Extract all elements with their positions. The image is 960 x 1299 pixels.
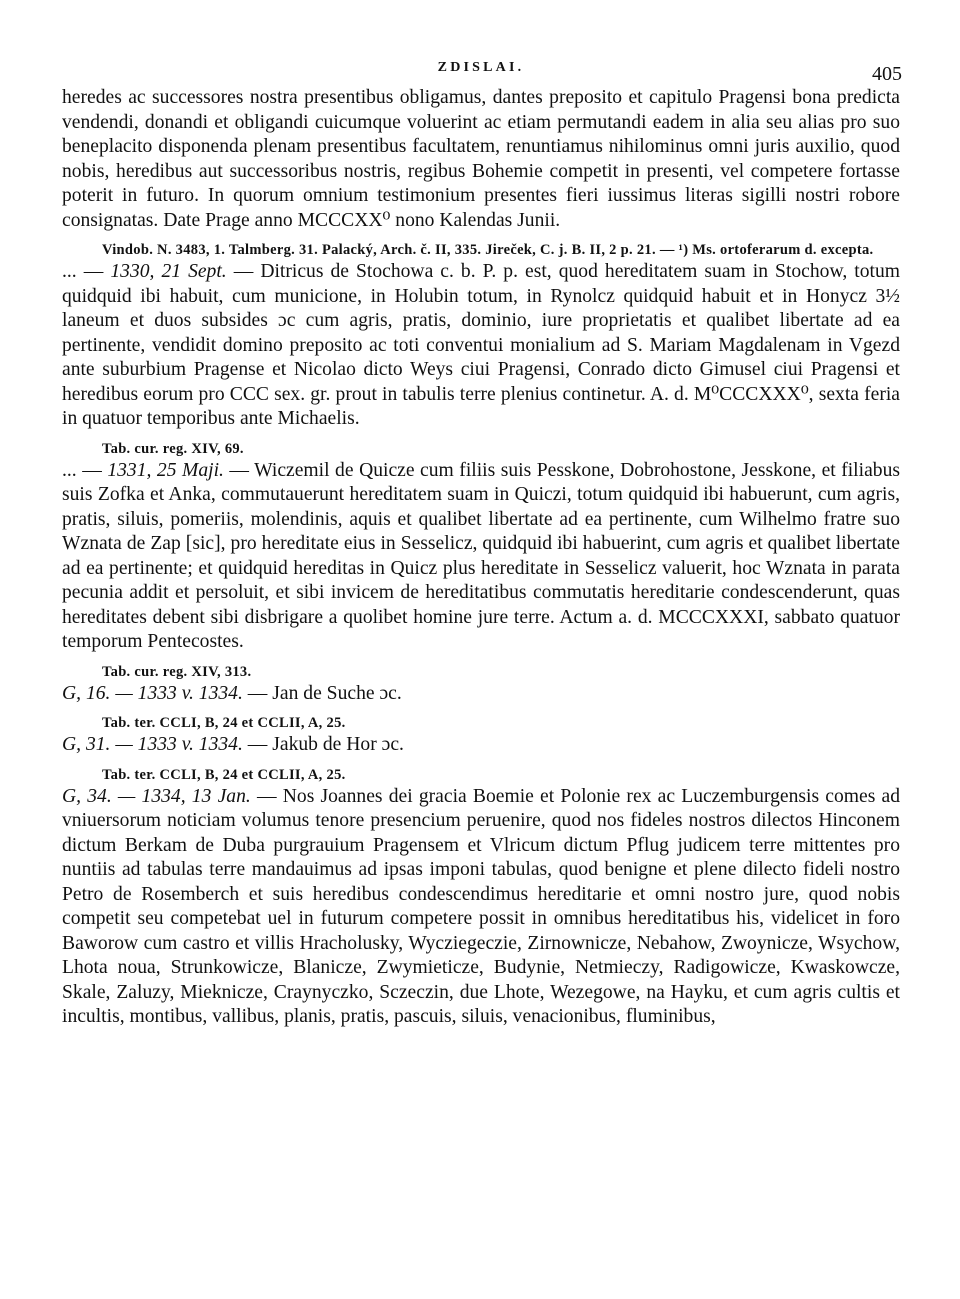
entry-reference: G, 34. — 1334, 13 Jan.	[62, 785, 251, 807]
entry-text: — Nos Joannes dei gracia Boemie et Polonie rex ac Luczemburgensis comes ad vniuersorum noticiam volumus tenore presencium peruenire, quod nos fideles nostros dilectos Hinconem dictum Berkam de Duba purgrauium Pragensem et Vlricum dictum Pflug judicem terre mittentes pro nuntiis ad tabulas terre mandauimus ad ipsas imponi tabulas, quod benigne et plene dilecto fideli nostro Petro de Rosemberch et suis heredibus condescendimus hereditarie et omni nostro jure, quod nobis competit seu competebat uel in futurum competere possit in omnibus hereditatibus his, videlicet in foro Baworow cum castro et villis Hracholusky, Wycziegeczie, Zirnownicze, Nebahow, Zwoynicze, Wsychow, Lhota noua, Strunkowicze, Blanicze, Zwymieticze, Budynie, Netmieczy, Radigowicze, Kwaskowcze, Skale, Zaluzy, Mieknicze, Craynyczko, Sczeczin, due Lhote, Wezegowe, na Hayku, et cum agris cultis et incultis, montibus, vallibus, planis, pratis, pascuis, siluis, venacionibus, fluminibus,	[62, 785, 900, 1027]
entry-text: — Jan de Suche ɔc.	[242, 682, 402, 704]
entry-1331	[62, 459, 900, 655]
source-citation: Tab. ter. CCLI, B, 24 et CCLII, A, 25.	[102, 766, 346, 783]
entry-g16	[62, 682, 900, 707]
document-page	[62, 52, 900, 1030]
entry-text: — Ditricus de Stochowa c. b. P. p. est, quod hereditatem suam in Stochow, totum quidquid ibi habuit, cum municione, in Holubin totum, in Rynolcz quidquid habuit et in Honycz 3½ laneum et duos subsides ɔc cum agris, pratis, dominio, iure proprietatis et qualibet libertate ad ea pertinente, vendidit domino preposito ac toti conventui monialium ad S. Mariam Magdalenam in Vgezd ante suburbium Pragense et Nicolao dicto Weys ciui Pragensi, Conrado dicto Gimusel ciui Pragensi et heredibus eorum pro CCC sex. gr. prout in tabulis terre plenius continetur. A. d. M⁰CCCXXX⁰, sexta feria in quatuor temporibus ante Michaelis.	[62, 261, 900, 429]
paragraph-continuation: heredes ac successores nostra presentibus obligamus, dantes preposito et capitulo Pragensi bona predicta vendendi, donandi et obligandi cuicumque voluerint ac etiam permutandi eadem in alia seu alias pro suo beneplacito disponenda plenam presentibus facultatem, renuntiamus nihilominus omni juris auxilio, quod nobis, heredibus aut successoribus nostris, regibus Bohemie competit in presenti, vel competere fortasse poterit in futuro. In quorum omnium testimonium presentes fieri iussimus literas sigilli nostri robore consignatas. Date Prage anno MCCCXX⁰ nono Kalendas Junii.	[62, 87, 900, 231]
source-citation: Tab. ter. CCLI, B, 24 et CCLII, A, 25.	[102, 715, 346, 731]
source-citation: Tab. cur. reg. XIV, 313.	[102, 663, 252, 680]
page-header	[62, 52, 900, 86]
entry-text: — Jakub de Hor ɔc.	[242, 734, 404, 755]
entry-prefix: ... —	[62, 459, 108, 481]
entry-prefix: ... —	[62, 261, 111, 282]
entry-reference: G, 16. — 1333 v. 1334.	[62, 682, 243, 704]
entry-date: 1331, 25 Maji.	[107, 459, 224, 481]
page-number: 405	[872, 63, 902, 85]
running-title: ZDISLAI.	[437, 60, 525, 75]
source-citation: Tab. cur. reg. XIV, 69.	[102, 440, 244, 457]
entry-date: 1330, 21 Sept.	[110, 261, 227, 282]
entry-g34	[62, 785, 900, 1030]
entry-reference: G, 31. — 1333 v. 1334.	[62, 734, 243, 755]
entry-g31	[62, 733, 900, 758]
source-citation: Vindob. N. 3483, 1. Talmberg. 31. Palacký, Arch. č. II, 335. Jireček, C. j. B. II, 2 p. 21. — ¹) Ms. ortoferarum d. excepta.	[102, 242, 874, 258]
entry-text: — Wiczemil de Quicze cum filiis suis Pesskone, Dobrohostone, Jesskone, et filiabus suis Zofka et Anka, commutauerunt hereditatem suam in Quiczi, totum quidquid ibi habuerunt, cum agris, pratis, siluis, pomeriis, molendinis, aquis et qualibet libertate ad ea pertinente, cum Wilhelmo fratre suo Wznata de Zap [sic], pro hereditate eius in Sesselicz, quidquid ibi habuerint, cum agris et qualibet libertate ad ea pertinente; et quidquid hereditas in Quicz plus hereditate in Sesselicz valuerit, hoc Wznata in parata pecunia addit et persoluit, et sibi invicem de hereditatibus commutatis hereditarie condescenderunt, quas hereditates debent sibi disbrigare a quolibet homine jure terre. Actum a. d. MCCCXXXI, sabbato quatuor temporum Pentecostes.	[62, 459, 900, 652]
entry-1330	[62, 260, 900, 432]
